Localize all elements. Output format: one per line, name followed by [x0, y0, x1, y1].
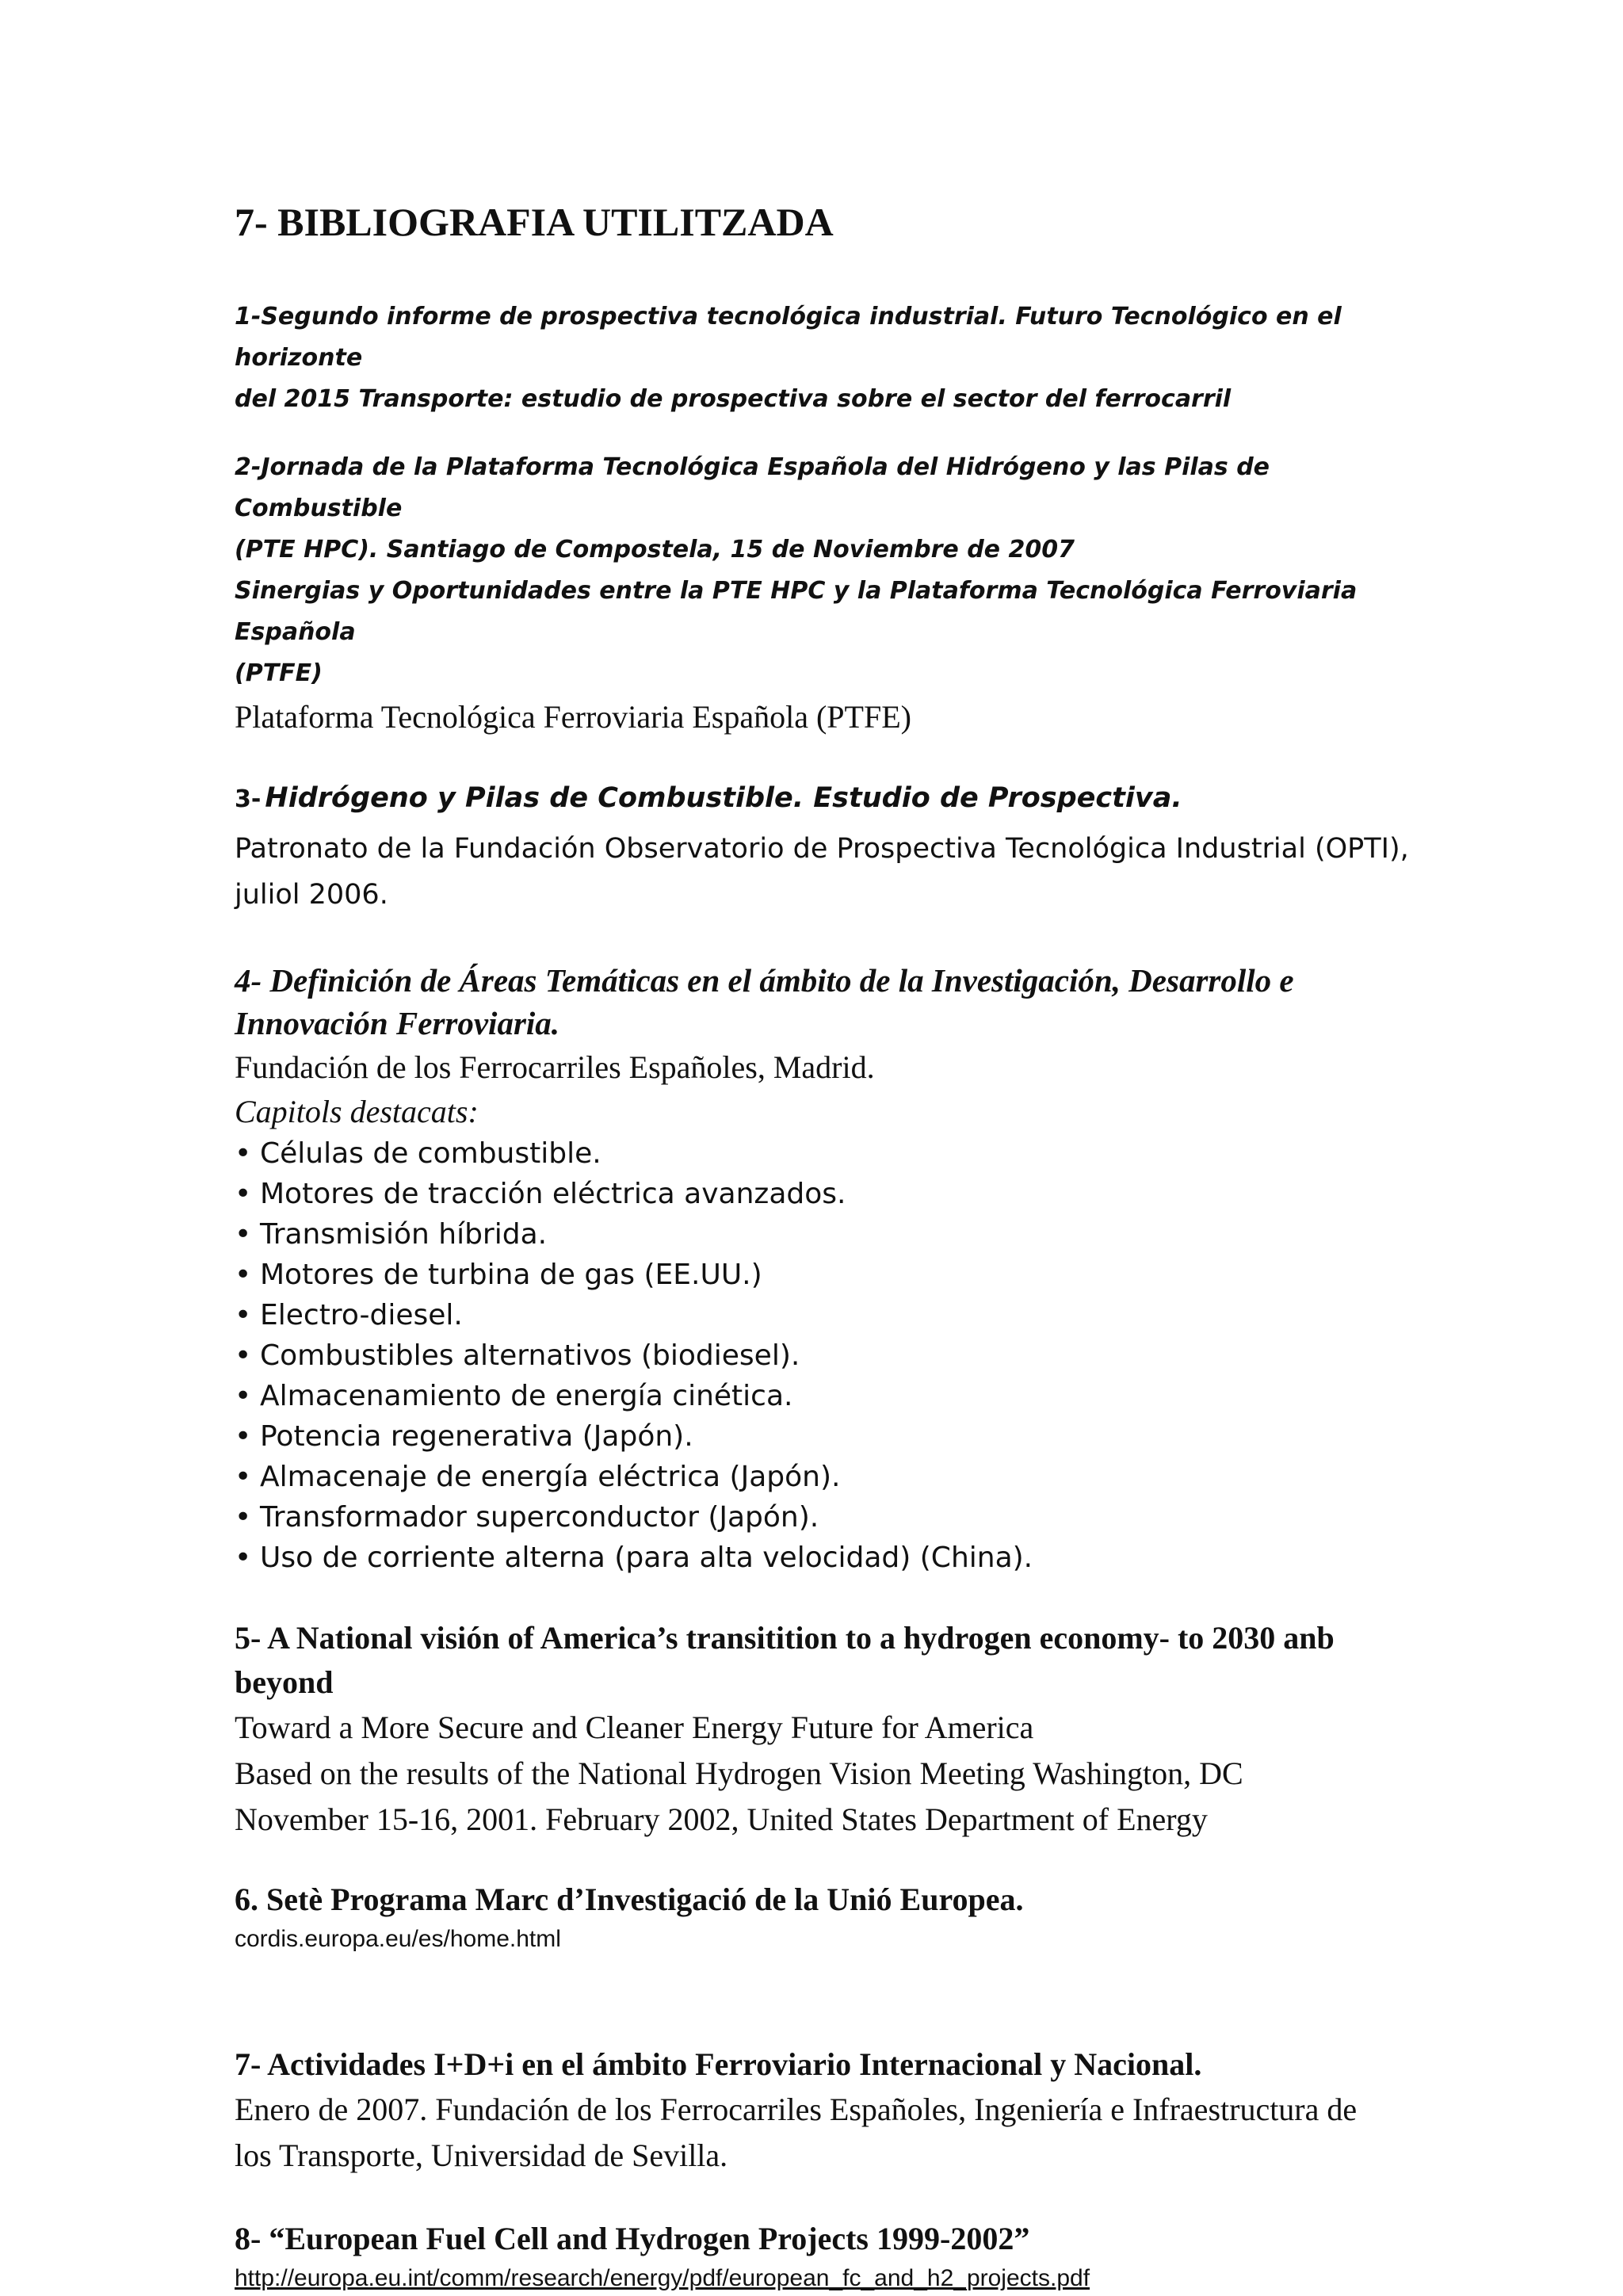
reference-2-line-4: (PTFE) — [235, 659, 323, 687]
reference-2-line-5: Plataforma Tecnológica Ferroviaria Española (PTFE) — [235, 699, 911, 735]
reference-8-title: 8- “European Fuel Cell and Hydrogen Projects 1999-2002” — [235, 2221, 1030, 2256]
bullet-icon: • — [235, 1461, 252, 1493]
reference-5-title-line-1: 5- A National visión of America’s transitition to a hydrogen economy- to 2030 anb — [235, 1620, 1335, 1656]
chapter-list-item — [235, 1174, 1423, 1214]
chapter-text: Electro-diesel. — [260, 1299, 463, 1331]
chapter-list-item — [235, 1457, 1423, 1497]
chapter-text: Motores de tracción eléctrica avanzados. — [260, 1178, 846, 1210]
reference-5-line-3: Toward a More Secure and Cleaner Energy Future for America — [235, 1710, 1034, 1745]
reference-8 — [235, 2217, 1423, 2296]
bullet-icon: • — [235, 1178, 252, 1210]
bullet-icon: • — [235, 1137, 252, 1170]
reference-2-line-2: (PTE HPC). Santiago de Compostela, 15 de Noviembre de 2007 — [235, 536, 1075, 563]
bullet-icon: • — [235, 1380, 252, 1412]
reference-3 — [235, 775, 1423, 918]
chapter-list-item — [235, 1497, 1423, 1538]
chapter-text: Potencia regenerativa (Japón). — [260, 1420, 693, 1453]
reference-5-title-line-2: beyond — [235, 1664, 334, 1700]
chapter-list-item — [235, 1416, 1423, 1457]
reference-4-title-line-1: 4- Definición de Áreas Temáticas en el ámbito de la Investigación, Desarrollo e — [235, 962, 1294, 999]
bullet-icon: • — [235, 1218, 252, 1251]
reference-3-line-3: juliol 2006. — [235, 879, 388, 911]
reference-3-title: Hidrógeno y Pilas de Combustible. Estudio de Prospectiva. — [265, 782, 1182, 814]
chapter-text: Células de combustible. — [260, 1137, 601, 1170]
bullet-icon: • — [235, 1541, 252, 1574]
chapter-list-item — [235, 1295, 1423, 1335]
chapter-list-item — [235, 1538, 1423, 1578]
reference-1-line-1: 1-Segundo informe de prospectiva tecnológica industrial. Futuro Tecnológico en el horizonte — [235, 303, 1342, 372]
reference-5-line-5: November 15-16, 2001. February 2002, United States Department of Energy — [235, 1801, 1208, 1837]
bullet-icon: • — [235, 1299, 252, 1331]
reference-2-line-3: Sinergias y Oportunidades entre la PTE HPC y la Plataforma Tecnológica Ferroviaria Española — [235, 577, 1358, 646]
chapter-text: Transmisión híbrida. — [260, 1218, 548, 1251]
reference-7-title: 7- Actividades I+D+i en el ámbito Ferroviario Internacional y Nacional. — [235, 2046, 1202, 2082]
reference-4-title-line-2: Innovación Ferroviaria. — [235, 1005, 560, 1041]
reference-6 — [235, 1878, 1423, 1957]
reference-2 — [235, 447, 1423, 740]
reference-1-line-2: del 2015 Transporte: estudio de prospectiva sobre el sector del ferrocarril — [235, 385, 1232, 413]
reference-5 — [235, 1616, 1423, 1843]
reference-8-url-link[interactable]: http://europa.eu.int/comm/research/energy/pdf/european_fc_and_h2_projects.pdf — [235, 2265, 1090, 2291]
reference-6-title: 6. Setè Programa Marc d’Investigació de la Unió Europea. — [235, 1881, 1024, 1917]
reference-4-publisher: Fundación de los Ferrocarriles Españoles, Madrid. — [235, 1049, 875, 1085]
reference-3-number: 3- — [235, 785, 262, 813]
chapter-list-item — [235, 1133, 1423, 1174]
reference-1 — [235, 296, 1423, 420]
page-title: 7- BIBLIOGRAFIA UTILITZADA — [235, 200, 834, 244]
reference-3-line-2: Patronato de la Fundación Observatorio de Prospectiva Tecnológica Industrial (OPTI), — [235, 833, 1409, 865]
reference-7-line-3: los Transporte, Universidad de Sevilla. — [235, 2137, 728, 2173]
reference-7-line-2: Enero de 2007. Fundación de los Ferrocarriles Españoles, Ingeniería e Infraestructura de — [235, 2092, 1358, 2127]
chapter-text: Almacenaje de energía eléctrica (Japón). — [260, 1461, 841, 1493]
reference-2-line-1: 2-Jornada de la Plataforma Tecnológica Española del Hidrógeno y las Pilas de Combustible — [235, 453, 1270, 522]
reference-5-line-4: Based on the results of the National Hydrogen Vision Meeting Washington, DC — [235, 1755, 1243, 1791]
reference-4-chapters-label: Capitols destacats: — [235, 1094, 479, 1129]
chapter-list-item — [235, 1255, 1423, 1295]
reference-7 — [235, 2042, 1423, 2179]
chapter-list-item — [235, 1376, 1423, 1416]
chapter-text: Motores de turbina de gas (EE.UU.) — [260, 1259, 762, 1291]
chapter-list-item — [235, 1335, 1423, 1376]
reference-4-chapter-list — [235, 1133, 1423, 1578]
chapter-text: Transformador superconductor (Japón). — [260, 1501, 819, 1534]
reference-4 — [235, 959, 1423, 1578]
bullet-icon: • — [235, 1259, 252, 1291]
bullet-icon: • — [235, 1420, 252, 1453]
chapter-text: Almacenamiento de energía cinética. — [260, 1380, 793, 1412]
bullet-icon: • — [235, 1501, 252, 1534]
chapter-text: Combustibles alternativos (biodiesel). — [260, 1339, 800, 1372]
chapter-text: Uso de corriente alterna (para alta velocidad) (China). — [260, 1541, 1033, 1574]
document-page — [235, 190, 1423, 2296]
bullet-icon: • — [235, 1339, 252, 1372]
reference-6-url: cordis.europa.eu/es/home.html — [235, 1926, 561, 1952]
chapter-list-item — [235, 1214, 1423, 1255]
reference-3-title-line — [235, 775, 1423, 826]
